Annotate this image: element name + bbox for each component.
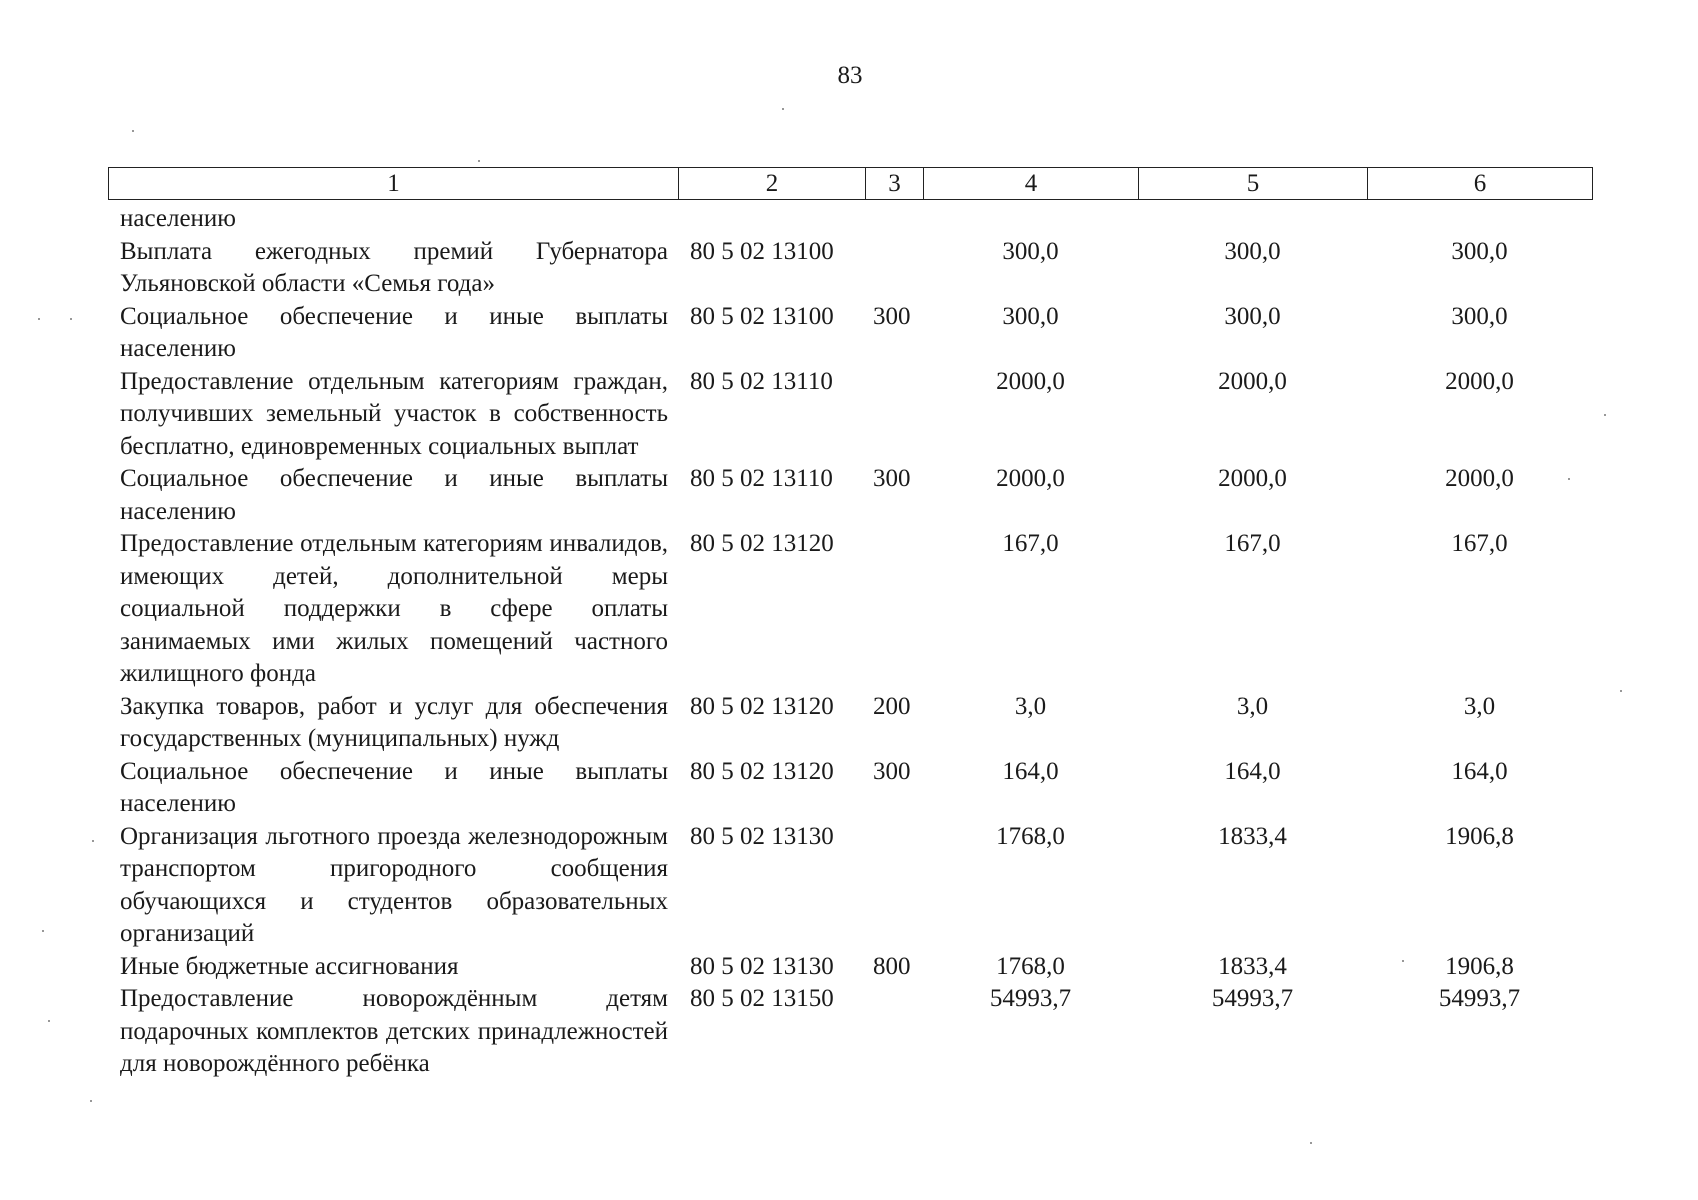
row-code: 80 5 02 13100: [690, 237, 834, 265]
scan-speck: [1620, 690, 1622, 692]
row-value-5: 2000,0: [1218, 367, 1287, 395]
row-value-4: 1768,0: [996, 952, 1065, 980]
table-row: [108, 691, 1592, 756]
scan-speck: [1604, 414, 1606, 416]
table-row: [108, 366, 1592, 464]
table-row: [108, 756, 1592, 821]
row-value-6: 167,0: [1451, 530, 1508, 557]
row-code: 80 5 02 13120: [690, 530, 834, 557]
row-value-5: 1833,4: [1218, 822, 1287, 850]
row-name: Иные бюджетные ассигнования: [120, 952, 459, 980]
table-row: [108, 821, 1592, 951]
row-name: Социальное обеспечение и иные выплаты населению: [120, 757, 668, 817]
row-type: 300: [873, 465, 911, 492]
row-code: 80 5 02 13150: [690, 985, 834, 1012]
row-value-6: 2000,0: [1445, 465, 1514, 492]
row-code: 80 5 02 13110: [690, 367, 833, 395]
row-name: Предоставление отдельным категориям граждан, получивших земельный участок в собственность бесплатно, единовременных социальных выплат: [120, 367, 668, 460]
row-code: 80 5 02 13110: [690, 465, 833, 492]
row-value-5: 167,0: [1224, 530, 1281, 557]
row-value-4: 164,0: [1002, 757, 1059, 785]
scan-speck: [70, 318, 72, 320]
row-value-5: 1833,4: [1218, 952, 1287, 980]
row-value-6: 3,0: [1463, 692, 1496, 720]
row-value-4: 300,0: [1002, 302, 1059, 330]
row-value-4: 54993,7: [989, 985, 1072, 1012]
scan-speck: [92, 840, 94, 842]
row-value-5: 3,0: [1236, 692, 1269, 720]
table-body: [108, 203, 1592, 1081]
row-value-4: 167,0: [1002, 530, 1059, 557]
scan-speck: [1568, 478, 1570, 480]
row-value-6: 300,0: [1451, 302, 1508, 330]
table-row: [108, 983, 1592, 1081]
scan-speck: [90, 1100, 92, 1102]
row-value-6: 164,0: [1451, 757, 1508, 785]
scan-speck: [1402, 960, 1404, 962]
row-name: населению: [120, 205, 236, 232]
row-value-4: 1768,0: [996, 822, 1065, 850]
scan-speck: [1310, 1142, 1312, 1144]
row-value-5: 54993,7: [1211, 985, 1294, 1012]
row-type: 200: [873, 692, 911, 720]
row-name: Предоставление отдельным категориям инвалидов, имеющих детей, дополнительной меры социальной поддержки в сфере оплаты занимаемых ими жилых помещений частного жилищного фонда: [120, 530, 668, 687]
row-value-6: 2000,0: [1445, 367, 1514, 395]
header-col-6: 6: [1368, 168, 1593, 200]
row-type: 800: [873, 952, 911, 980]
table-row: [108, 951, 1592, 984]
header-col-5: 5: [1139, 168, 1368, 200]
scan-speck: [48, 1020, 50, 1022]
scan-speck: [38, 318, 40, 320]
row-value-6: 1906,8: [1445, 952, 1514, 980]
row-name: Предоставление новорождённым детям подарочных комплектов детских принадлежностей для новорождённого ребёнка: [120, 985, 668, 1077]
row-code: 80 5 02 13130: [690, 822, 834, 850]
row-code: 80 5 02 13130: [690, 952, 834, 980]
header-col-4: 4: [924, 168, 1139, 200]
scan-speck: [42, 930, 44, 932]
row-type: 300: [873, 757, 911, 785]
row-code: 80 5 02 13120: [690, 757, 834, 785]
row-value-6: 1906,8: [1445, 822, 1514, 850]
row-value-4: 2000,0: [996, 465, 1065, 492]
row-name: Организация льготного проезда железнодорожным транспортом пригородного сообщения обучающихся и студентов образовательных организаций: [120, 822, 668, 947]
page-number: 83: [837, 62, 863, 89]
row-code: 80 5 02 13120: [690, 692, 834, 720]
row-value-6: 54993,7: [1438, 985, 1521, 1012]
row-value-6: 300,0: [1451, 237, 1508, 265]
scan-speck: [132, 130, 134, 132]
scan-speck: [782, 108, 784, 110]
row-name: Закупка товаров, работ и услуг для обеспечения государственных (муниципальных) нужд: [120, 692, 668, 752]
row-value-4: 300,0: [1002, 237, 1059, 265]
row-code: 80 5 02 13100: [690, 302, 834, 330]
table-header: [108, 167, 1593, 200]
row-value-5: 164,0: [1224, 757, 1281, 785]
scan-speck: [478, 160, 480, 162]
row-value-5: 300,0: [1224, 237, 1281, 265]
header-col-2: 2: [679, 168, 866, 200]
row-name: Социальное обеспечение и иные выплаты населению: [120, 302, 668, 362]
header-col-3: 3: [866, 168, 924, 200]
row-value-5: 300,0: [1224, 302, 1281, 330]
header-col-1: 1: [109, 168, 679, 200]
table-row: [108, 236, 1592, 301]
row-value-4: 3,0: [1014, 692, 1047, 720]
row-name: Социальное обеспечение и иные выплаты населению: [120, 465, 668, 525]
table-row: [108, 301, 1592, 366]
table-row: [108, 463, 1592, 528]
row-type: 300: [873, 302, 911, 330]
row-value-4: 2000,0: [996, 367, 1065, 395]
table-row: [108, 528, 1592, 691]
row-name: Выплата ежегодных премий Губернатора Ульяновской области «Семья года»: [120, 237, 668, 297]
row-value-5: 2000,0: [1218, 465, 1287, 492]
table-row: [108, 203, 1592, 236]
